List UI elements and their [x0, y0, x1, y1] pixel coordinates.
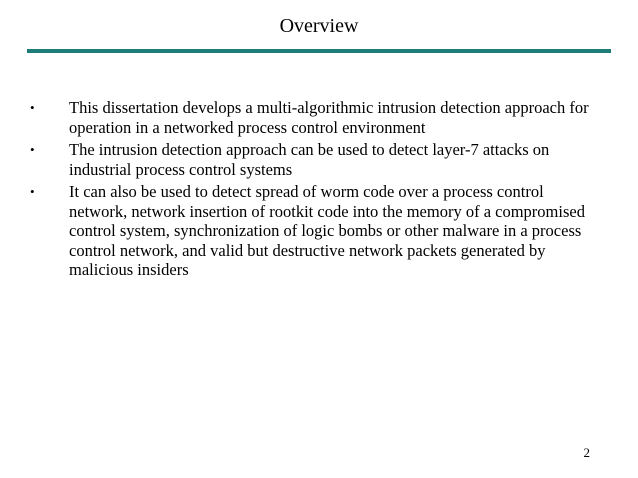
bullet-text: The intrusion detection approach can be used to detect layer-7 attacks on industrial process control systems [69, 140, 550, 179]
bullet-icon: • [30, 184, 35, 199]
bullet-list [30, 98, 600, 283]
page-number: 2 [583, 445, 590, 460]
bullet-text: This dissertation develops a multi-algorithmic intrusion detection approach for operation in a networked process control environment [69, 98, 589, 137]
bullet-text: It can also be used to detect spread of worm code over a process control network, network insertion of rootkit code into the memory of a compromised control system, synchronization of logic bombs or other malware in a process control network, and valid but destructive network packets generated by malicious insiders [69, 182, 585, 279]
bullet-item [30, 140, 600, 179]
bullet-icon: • [30, 142, 35, 157]
bullet-item [30, 182, 600, 280]
bullet-icon: • [30, 100, 35, 115]
title-divider [27, 49, 611, 53]
slide-title: Overview [279, 15, 359, 37]
bullet-item [30, 98, 600, 137]
